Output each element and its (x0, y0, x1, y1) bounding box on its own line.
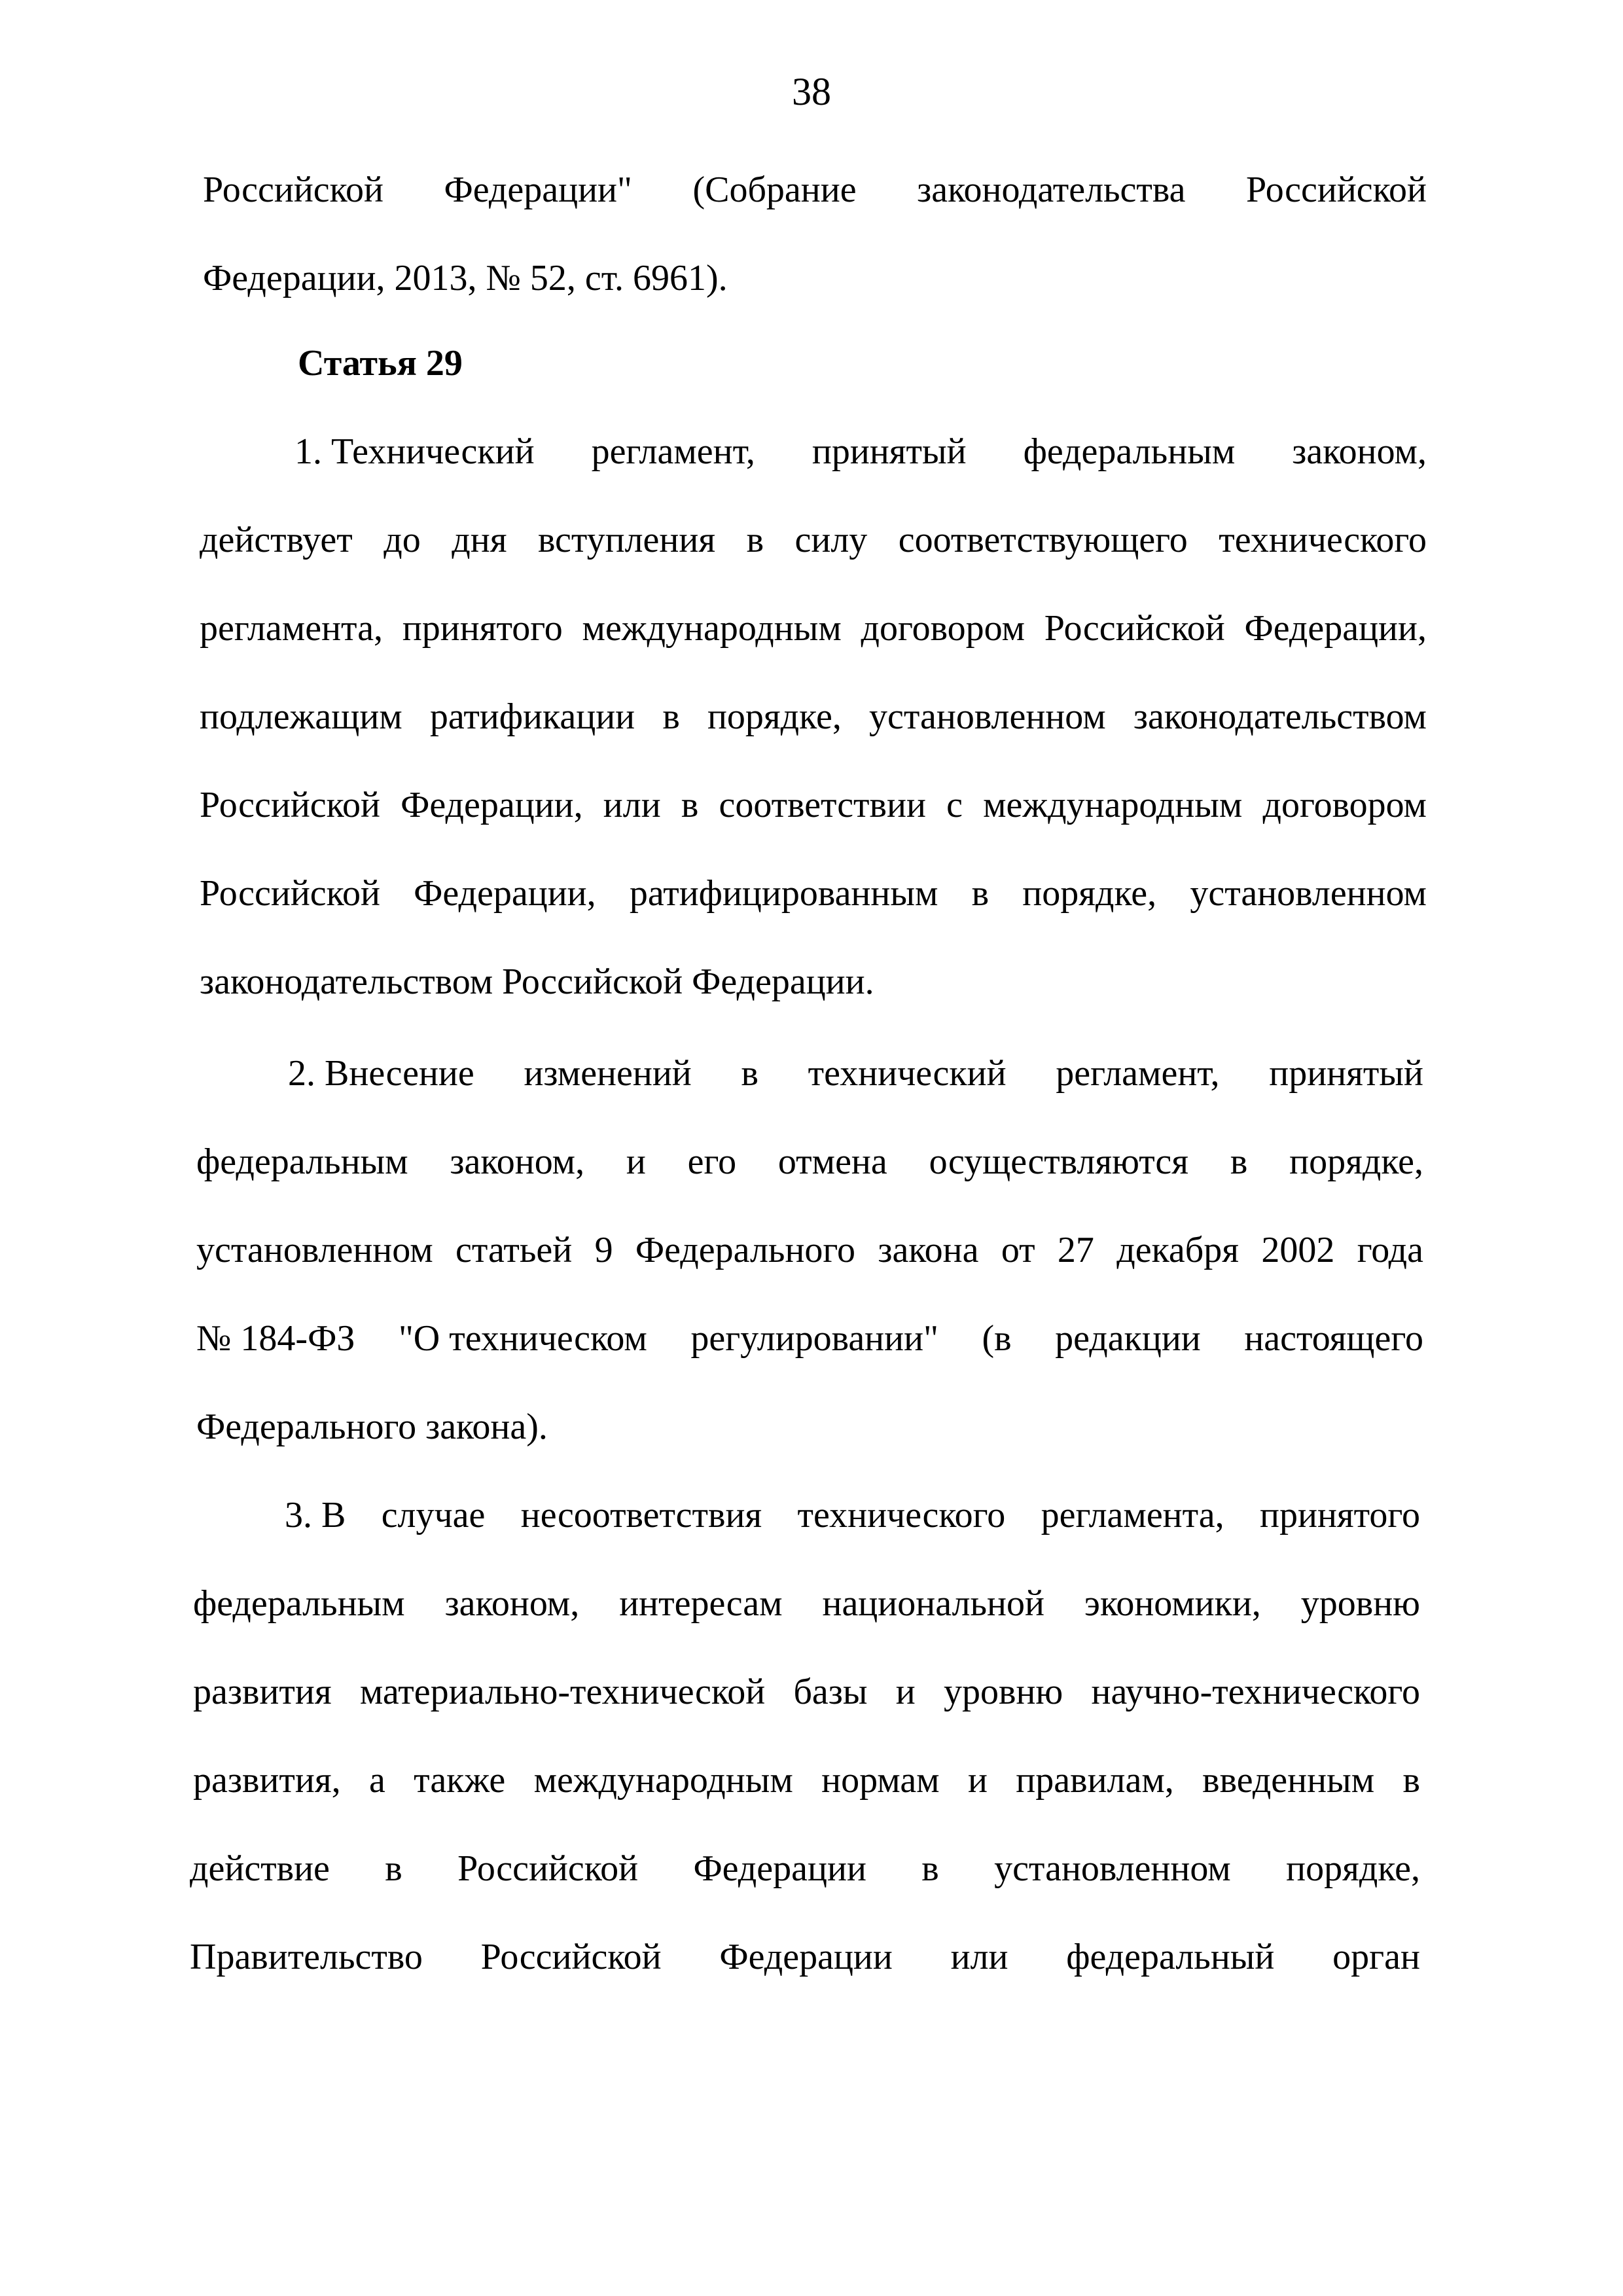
page-number: 38 (792, 70, 831, 113)
text-line-16 (193, 1577, 1420, 1630)
word: международным (533, 1760, 793, 1801)
word: в (1402, 1760, 1420, 1801)
word: установленном (994, 1848, 1231, 1889)
word: а (368, 1760, 385, 1801)
word: 2002 (1261, 1230, 1335, 1270)
text-line-3 (294, 425, 1427, 478)
word: установленном (1190, 873, 1427, 914)
word: 2. Внесение (288, 1053, 474, 1094)
word: развития (193, 1672, 332, 1712)
word: Федерации" (444, 170, 632, 210)
word: федеральным (193, 1583, 405, 1624)
text-line-13 (196, 1312, 1423, 1365)
word: регламента, (1041, 1495, 1224, 1535)
word: технический (808, 1053, 1007, 1094)
word: осуществляются (929, 1141, 1189, 1182)
word: регламента, (200, 608, 383, 649)
word: порядке, (707, 696, 842, 737)
word: или (950, 1937, 1008, 1977)
word: или (603, 785, 661, 825)
word: международным (582, 608, 842, 649)
word: принятый (1269, 1053, 1423, 1094)
text-line-19 (190, 1842, 1420, 1895)
word: уровню (944, 1672, 1063, 1712)
word: в (1230, 1141, 1248, 1182)
text-line-1 (203, 164, 1427, 216)
word: в (662, 696, 680, 737)
word: законом, (444, 1583, 580, 1624)
word: закона (878, 1230, 979, 1270)
word: декабря (1116, 1230, 1240, 1270)
word: принятого (1260, 1495, 1420, 1535)
word: также (414, 1760, 506, 1801)
word: научно-технического (1091, 1672, 1420, 1712)
word: в (921, 1848, 939, 1889)
text-line-20 (190, 1931, 1420, 1983)
word: и (626, 1141, 646, 1182)
word: 9 (594, 1230, 613, 1270)
word: базы (793, 1672, 868, 1712)
word: (Собрание (692, 170, 857, 210)
text-line-12 (196, 1224, 1423, 1276)
text-line-18 (193, 1754, 1420, 1806)
word: международным (983, 785, 1243, 825)
word: Федерации, (401, 785, 583, 825)
word: технического (797, 1495, 1006, 1535)
word: силу (794, 520, 868, 560)
word: Федерации, (1244, 608, 1427, 649)
word: 1. Технический (294, 431, 535, 472)
word: Федерации (693, 1848, 866, 1889)
word: федеральным (196, 1141, 408, 1182)
word: нормам (821, 1760, 940, 1801)
word: Федерального (635, 1230, 855, 1270)
word: вступления (537, 520, 716, 560)
word: соответствии (719, 785, 926, 825)
word: 27 (1057, 1230, 1094, 1270)
word: от (1001, 1230, 1035, 1270)
word: орган (1332, 1937, 1420, 1977)
word: № 184-ФЗ (196, 1318, 355, 1359)
text-line-15 (285, 1489, 1420, 1541)
word: в (746, 520, 764, 560)
word: законодательства (917, 170, 1186, 210)
word: порядке, (1022, 873, 1157, 914)
word: договором (861, 608, 1026, 649)
word: отмена (777, 1141, 887, 1182)
word: действие (190, 1848, 330, 1889)
word: федеральным (1023, 431, 1236, 472)
word: технического (1219, 520, 1427, 560)
word: дня (452, 520, 507, 560)
word: 3. В (285, 1495, 346, 1535)
word: подлежащим (200, 696, 402, 737)
text-line-10 (288, 1047, 1423, 1100)
word: несоответствия (520, 1495, 762, 1535)
text-line-9: законодательством Российской Федерации. (200, 961, 874, 1002)
word: года (1357, 1230, 1423, 1270)
word: его (687, 1141, 737, 1182)
word: Российской (200, 785, 380, 825)
word: (в (982, 1318, 1012, 1359)
word: соответствующего (898, 520, 1188, 560)
word: принятого (402, 608, 563, 649)
word: редакции (1055, 1318, 1201, 1359)
word: правилам, (1016, 1760, 1174, 1801)
word: регламент, (1056, 1053, 1220, 1094)
word: изменений (524, 1053, 692, 1094)
word: законом, (1292, 431, 1427, 472)
text-line-17 (193, 1666, 1420, 1718)
word: Федерации, (414, 873, 596, 914)
word: регулировании" (690, 1318, 938, 1359)
word: Российской (457, 1848, 639, 1889)
text-line-6 (200, 691, 1427, 743)
word: статьей (455, 1230, 573, 1270)
word: интересам (619, 1583, 783, 1624)
word: Российской (480, 1937, 662, 1977)
word: в (741, 1053, 758, 1094)
article-heading: Статья 29 (298, 343, 463, 384)
word: установленном (196, 1230, 433, 1270)
word: в (385, 1848, 402, 1889)
word: экономики, (1084, 1583, 1261, 1624)
text-line-5 (200, 602, 1427, 655)
word: случае (381, 1495, 486, 1535)
word: порядке, (1286, 1848, 1420, 1889)
text-line-8 (200, 867, 1427, 920)
word: национальной (822, 1583, 1044, 1624)
word: порядке, (1289, 1141, 1423, 1182)
text-line-11 (196, 1136, 1423, 1188)
word: настоящего (1244, 1318, 1423, 1359)
word: введенным (1202, 1760, 1375, 1801)
word: с (946, 785, 963, 825)
word: ратифицированным (629, 873, 938, 914)
word: уровню (1300, 1583, 1420, 1624)
word: Федерации (719, 1937, 893, 1977)
word: "О техническом (398, 1318, 647, 1359)
word: Правительство (190, 1937, 423, 1977)
word: действует (200, 520, 353, 560)
text-line-4 (200, 514, 1427, 566)
text-line-2: Федерации, 2013, № 52, ст. 6961). (203, 258, 728, 298)
word: Российской (1246, 170, 1427, 210)
word: материально-технической (359, 1672, 766, 1712)
word: принятый (812, 431, 967, 472)
word: договором (1262, 785, 1427, 825)
word: ратификации (429, 696, 635, 737)
word: и (967, 1760, 988, 1801)
word: установленном (869, 696, 1106, 737)
word: федеральный (1066, 1937, 1275, 1977)
word: в (681, 785, 699, 825)
word: Российской (200, 873, 380, 914)
text-line-14: Федерального закона). (196, 1407, 548, 1447)
word: до (383, 520, 421, 560)
word: в (971, 873, 990, 914)
word: законом, (450, 1141, 585, 1182)
word: Российской (203, 170, 383, 210)
word: и (895, 1672, 916, 1712)
text-line-7 (200, 779, 1427, 831)
word: развития, (193, 1760, 341, 1801)
word: Российской (1044, 608, 1225, 649)
word: регламент, (591, 431, 755, 472)
word: законодательством (1133, 696, 1427, 737)
